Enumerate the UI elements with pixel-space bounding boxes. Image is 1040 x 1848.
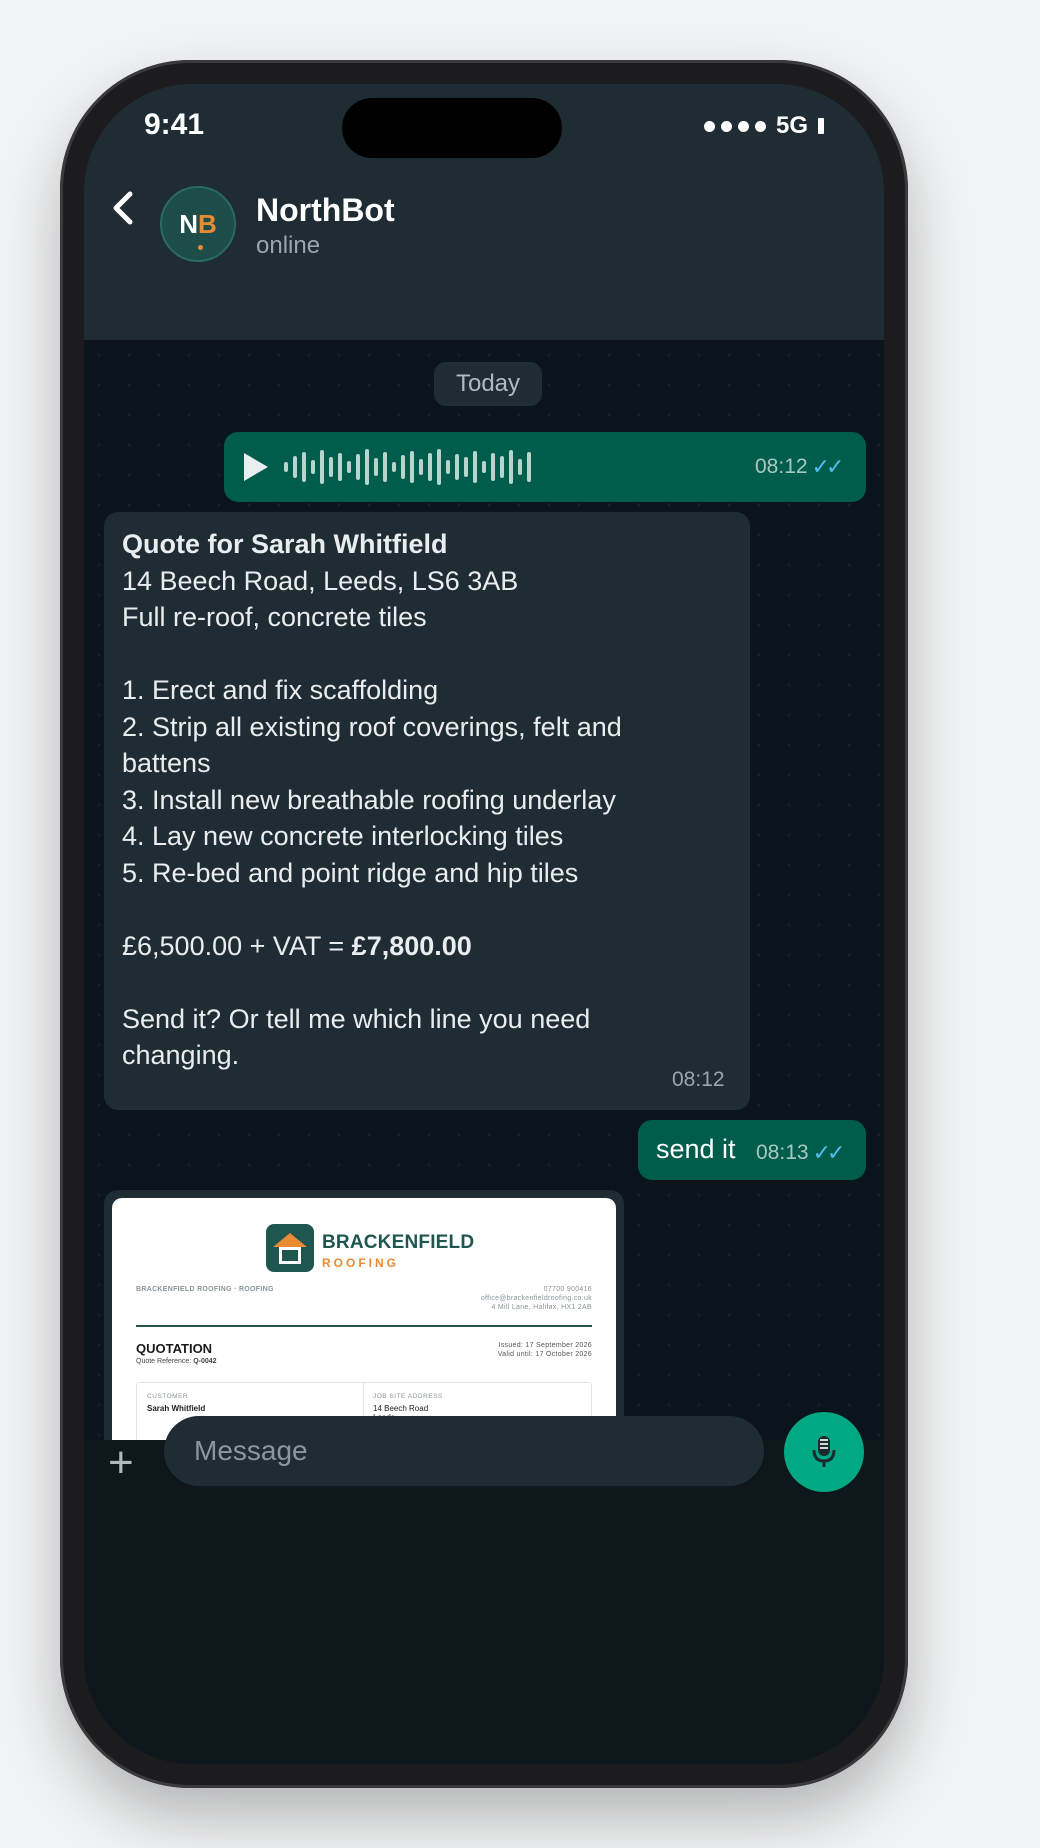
battery-icon — [818, 118, 824, 134]
network-label: 5G — [775, 112, 808, 139]
pdf-doc-title: QUOTATION — [136, 1341, 213, 1356]
pdf-quote-ref — [136, 1358, 217, 1365]
play-icon[interactable] — [244, 453, 268, 481]
waveform[interactable] — [284, 448, 531, 486]
quote-ref-value: Q-0042 — [193, 1358, 217, 1365]
pdf-company-address: 4 Mill Lane, Halifax, HX1 2AB — [491, 1304, 592, 1311]
quote-address: 14 Beech Road, Leeds, LS6 3AB — [122, 565, 519, 596]
quote-ref-label: Quote Reference: — [136, 1358, 192, 1365]
composer-bar — [84, 1440, 884, 1764]
dynamic-island — [342, 98, 562, 158]
quote-item: 1. Erect and fix scaffolding — [122, 675, 439, 705]
pdf-brand-sub: ROOFING — [322, 1256, 399, 1270]
status-time: 9:41 — [144, 108, 205, 141]
mic-icon — [808, 1434, 840, 1470]
quote-message-bubble — [104, 512, 750, 1110]
voice-message-meta — [755, 454, 840, 480]
read-receipt-icon: ✓✓ — [812, 1140, 842, 1165]
pdf-customer-label: CUSTOMER — [147, 1393, 189, 1400]
quote-price — [122, 928, 742, 965]
price-prefix: £6,500.00 + VAT = — [122, 930, 352, 961]
pdf-issued: Issued: 17 September 2026 — [498, 1342, 592, 1349]
pdf-brand: BRACKENFIELD — [322, 1232, 475, 1253]
avatar-initial-n: N — [179, 208, 198, 239]
house-logo-icon — [266, 1224, 314, 1272]
quote-item: 2. Strip all existing roof coverings, felt and battens — [122, 711, 622, 778]
message-time: 08:12 — [755, 455, 808, 478]
avatar-initial-b: B — [198, 208, 217, 239]
pdf-valid: Valid until: 17 October 2026 — [497, 1351, 592, 1358]
quote-job: Full re-roof, concrete tiles — [122, 602, 427, 632]
back-button[interactable] — [110, 188, 134, 228]
quote-message-meta — [672, 1068, 725, 1092]
quote-item: 4. Lay new concrete interlocking tiles — [122, 821, 564, 851]
quote-title: Quote for Sarah Whitfield — [122, 529, 448, 559]
read-receipt-icon: ✓✓ — [811, 454, 841, 479]
pdf-rule — [136, 1325, 592, 1327]
quote-item: 3. Install new breathable roofing underlay — [122, 784, 616, 815]
price-total: £7,800.00 — [351, 930, 472, 961]
phone-screen — [84, 84, 884, 1764]
pdf-site-label: JOB SITE ADDRESS — [373, 1393, 443, 1400]
contact-name[interactable]: NorthBot — [256, 192, 395, 228]
pdf-phone: 07700 900416 — [543, 1286, 592, 1293]
phone-frame — [60, 60, 908, 1788]
message-text: send it — [656, 1134, 736, 1164]
avatar[interactable] — [160, 186, 236, 262]
message-time: 08:12 — [672, 1068, 725, 1091]
chevron-left-icon — [110, 188, 134, 228]
date-divider: Today — [434, 362, 542, 406]
pdf-site-line: 14 Beech Road — [373, 1404, 429, 1413]
status-indicators — [704, 112, 824, 140]
plus-icon[interactable]: + — [108, 1438, 134, 1487]
voice-message-bubble — [224, 432, 866, 502]
contact-status: online — [256, 232, 321, 259]
pdf-company-line: BRACKENFIELD ROOFING · ROOFING — [136, 1286, 274, 1293]
signal-icon — [704, 121, 766, 132]
pdf-customer-name: Sarah Whitfield — [147, 1404, 206, 1413]
message-time: 08:13 — [756, 1141, 809, 1164]
pdf-email: office@brackenfieldroofing.co.uk — [480, 1295, 592, 1302]
avatar-dot — [198, 245, 203, 250]
quote-item: 5. Re-bed and point ridge and hip tiles — [122, 857, 579, 888]
quote-message-text — [122, 526, 742, 1074]
send-it-bubble — [638, 1120, 866, 1180]
message-input[interactable] — [164, 1416, 764, 1486]
quote-prompt: Send it? Or tell me which line you need changing. — [122, 1003, 591, 1070]
mic-button[interactable] — [784, 1412, 864, 1492]
send-it-meta — [756, 1140, 841, 1166]
